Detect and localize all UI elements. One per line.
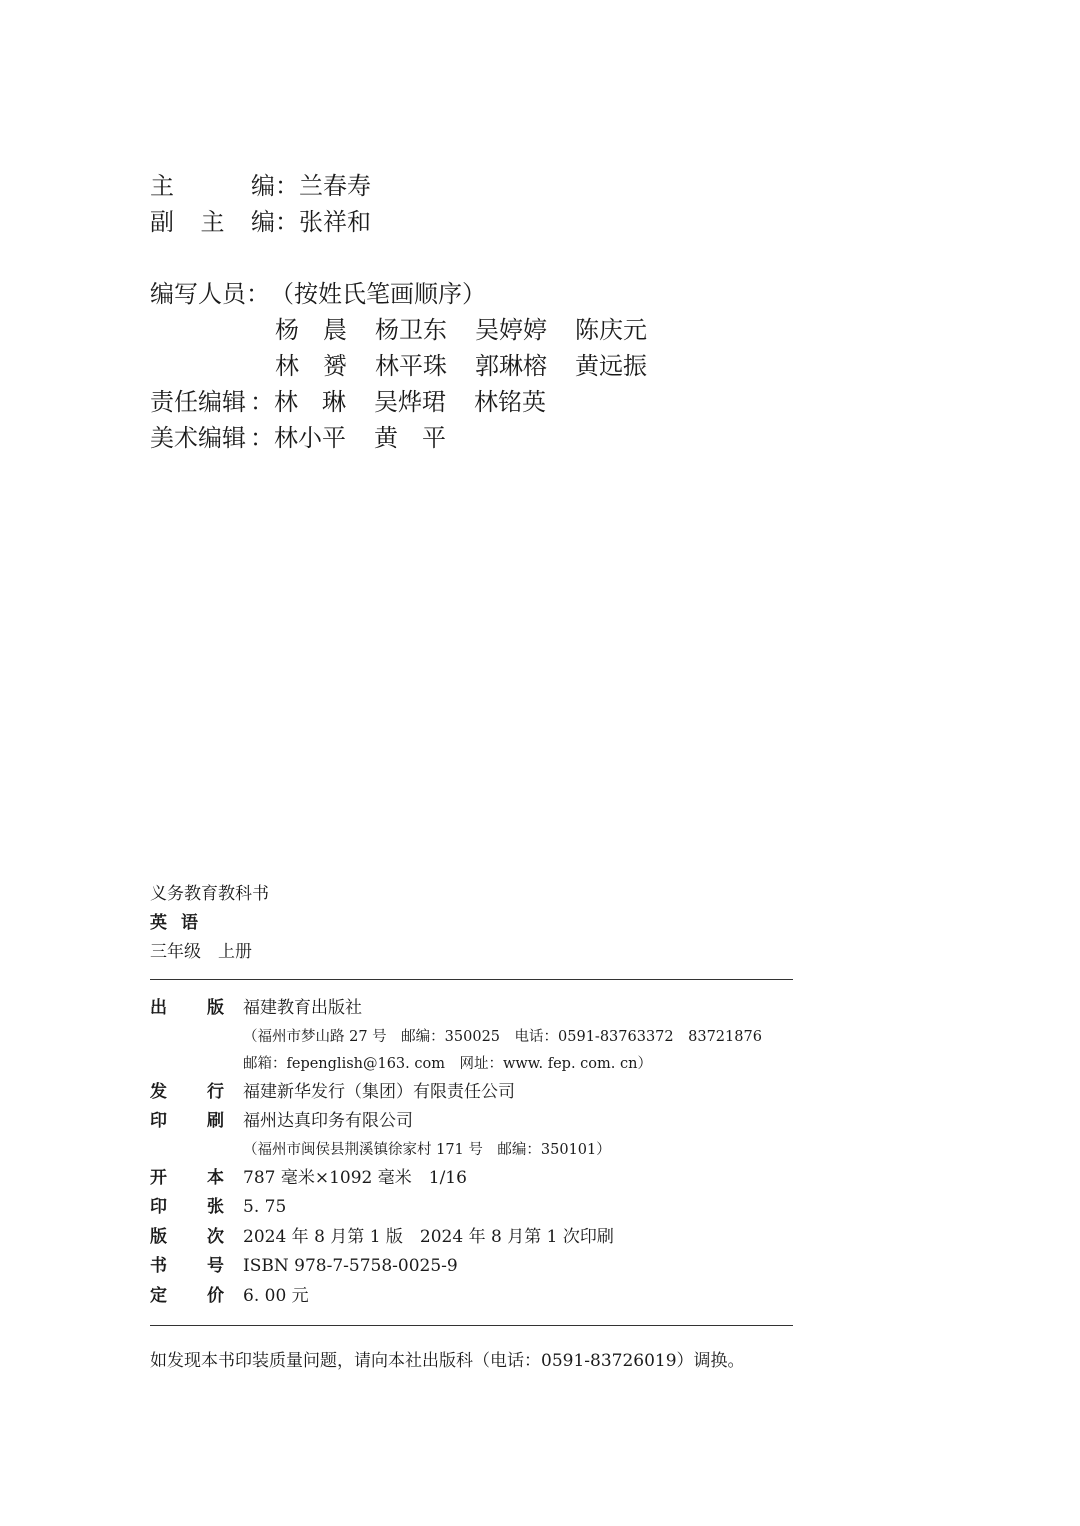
edition-row: 版 次 2024 年 8 月第 1 版 2024 年 8 月第 1 次印刷 [150,1223,793,1253]
art-editors-row: 美术编辑 ： 林小平 黄 平 [150,420,850,456]
price-row: 定 价 6. 00 元 [150,1282,793,1312]
writer-name: 陈庆元 [575,316,647,344]
isbn-row: 书 号 ISBN 978-7-5758-0025-9 [150,1252,793,1282]
book-series: 义务教育教科书 [150,884,269,904]
edition-value: 2024 年 8 月第 1 版 2024 年 8 月第 1 次印刷 [243,1226,614,1247]
editor-name: 黄 平 [374,424,446,452]
publisher-contact: 邮箱：fepenglish@163. com 网址：www. fep. com. cn） [243,1055,652,1072]
responsible-editors-label: 责任编辑 [150,388,246,416]
publisher-address-row [150,1024,793,1051]
writer-name: 林平珠 [375,352,447,380]
format-value: 787 毫米×1092 毫米 1/16 [243,1167,467,1188]
editor-name: 林 琳 [274,388,346,416]
credits-block [150,168,850,456]
responsible-editors-row: 责任编辑 ： 林 琳 吴烨珺 林铭英 [150,384,850,420]
writers-row: 编写人员 ： （按姓氏笔画顺序） [150,276,850,312]
colophon-list [150,980,793,1325]
sheets-row: 印 张 5. 75 [150,1193,793,1223]
writer-name: 杨 晨 [275,316,347,344]
publisher-value: 福建教育出版社 [243,998,362,1018]
writers-note: （按姓氏笔画顺序） [270,280,486,308]
printer-row: 印 刷 福州达真印务有限公司 [150,1107,793,1137]
book-subject: 英语 [150,913,212,933]
writers-label: 编写人员 [150,280,246,308]
distributor-value: 福建新华发行（集团）有限责任公司 [243,1081,515,1102]
writers-names-row-2 [150,348,850,384]
printer-address-row [150,1137,793,1164]
isbn-value: ISBN 978-7-5758-0025-9 [243,1256,458,1276]
price-value: 6. 00 元 [243,1285,309,1306]
writers-names-row-1 [150,312,850,348]
editor-name: 林小平 [274,424,346,452]
writer-name: 吴婷婷 [475,316,547,344]
deputy-editor-name: 张祥和 [299,208,371,236]
writer-name: 黄远振 [575,352,647,380]
printer-address: （福州市闽侯县荆溪镇徐家村 171 号 邮编：350101） [243,1141,611,1158]
format-row: 开 本 787 毫米×1092 毫米 1/16 [150,1164,793,1194]
writer-name: 林 赟 [275,352,347,380]
printer-value: 福州达真印务有限公司 [243,1111,413,1131]
deputy-editor-label: 副 主 编 [150,208,275,236]
publisher-contact-row [150,1051,793,1078]
writer-name: 杨卫东 [375,316,447,344]
distributor-row: 发 行 福建新华发行（集团）有限责任公司 [150,1078,793,1108]
publisher-row: 出 版 福建教育出版社 [150,994,793,1024]
footer-note: 如发现本书印装质量问题，请向本社出版科（电话：0591-83726019）调换。 [150,1351,745,1371]
deputy-editor-row: 副 主 编 ： 张祥和 [150,204,850,240]
editor-name: 吴烨珺 [374,388,446,416]
chief-editor-row: 主 编 ： 兰春寿 [150,168,850,204]
sheets-value: 5. 75 [243,1197,287,1217]
art-editors-label: 美术编辑 [150,424,246,452]
divider [150,1325,793,1326]
editor-name: 林铭英 [474,388,546,416]
writer-name: 郭琳榕 [475,352,547,380]
colophon-block [150,880,793,1371]
publisher-address: （福州市梦山路 27 号 邮编：350025 电话：0591-83763372 83721876 [243,1028,762,1045]
chief-editor-name: 兰春寿 [299,172,371,200]
chief-editor-label: 主 编 [150,172,275,200]
book-grade: 三年级 上册 [150,942,252,962]
